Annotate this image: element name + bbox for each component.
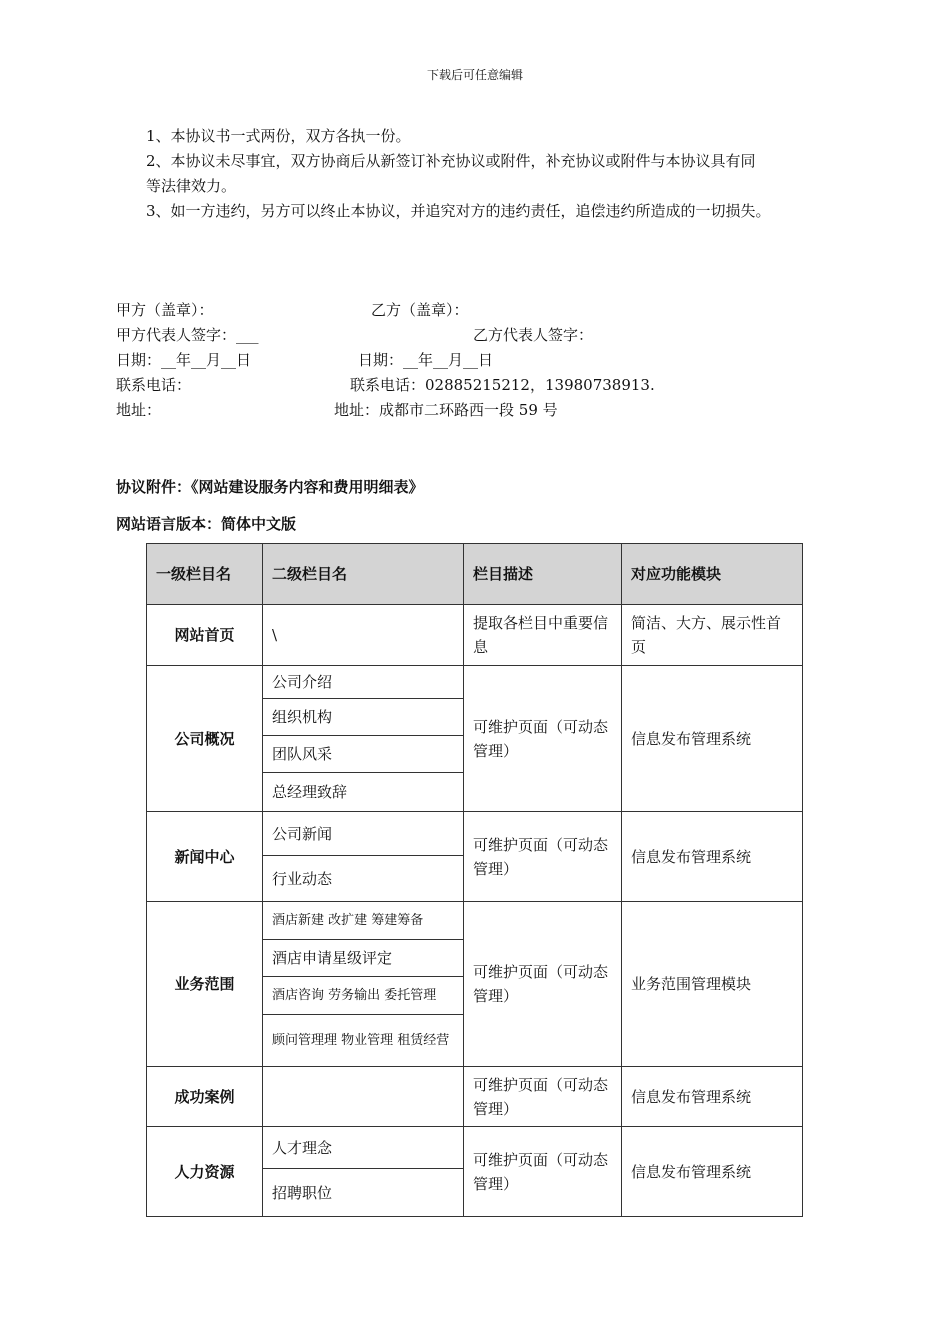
party-b-representative: 乙方代表人签字： xyxy=(473,326,594,344)
language-version: 网站语言版本：简体中文版 xyxy=(116,515,297,533)
level1-cell: 网站首页 xyxy=(147,605,263,666)
level2-cell: 公司新闻 xyxy=(263,812,464,856)
header-description: 栏目描述 xyxy=(464,544,622,605)
clause-1: 1、本协议书一式两份，双方各执一份。 xyxy=(146,127,411,145)
level1-cell: 人力资源 xyxy=(147,1127,263,1217)
module-cell: 简洁、大方、展示性首页 xyxy=(622,605,803,666)
party-a-date: 日期：__年__月__日 xyxy=(116,351,252,369)
party-a-seal: 甲方（盖章）： xyxy=(116,301,214,319)
level1-cell: 成功案例 xyxy=(147,1067,263,1127)
level2-cell: 公司介绍 xyxy=(263,666,464,699)
level1-cell: 业务范围 xyxy=(147,902,263,1067)
level2-cell xyxy=(263,1067,464,1127)
level2-cell: 招聘职位 xyxy=(263,1169,464,1217)
level2-cell: 酒店新建 改扩建 筹建筹备 xyxy=(263,902,464,940)
party-a-phone: 联系电话： xyxy=(116,376,192,394)
level2-cell: 顾问管理理 物业管理 租赁经营 xyxy=(263,1015,464,1067)
header-module: 对应功能模块 xyxy=(622,544,803,605)
module-cell: 信息发布管理系统 xyxy=(622,1067,803,1127)
table-row xyxy=(147,812,803,856)
party-b-address: 地址：成都市二环路西一段 59 号 xyxy=(334,401,558,419)
level1-cell: 公司概况 xyxy=(147,666,263,812)
party-a-address: 地址： xyxy=(116,401,162,419)
level2-cell: 酒店咨询 劳务输出 委托管理 xyxy=(263,977,464,1015)
party-a-representative: 甲方代表人签字：___ xyxy=(116,326,259,344)
clause-3: 3、如一方违约，另方可以终止本协议，并追究对方的违约责任，追偿违约所造成的一切损失。 xyxy=(146,202,771,220)
table-row xyxy=(147,1067,803,1127)
attachment-title: 协议附件：《网站建设服务内容和费用明细表》 xyxy=(116,478,424,496)
level1-cell: 新闻中心 xyxy=(147,812,263,902)
level2-cell: 人才理念 xyxy=(263,1127,464,1169)
description-cell: 可维护页面（可动态管理） xyxy=(464,666,622,812)
level2-cell: 组织机构 xyxy=(263,699,464,736)
service-detail-table xyxy=(146,543,803,1217)
clause-2: 2、本协议未尽事宜，双方协商后从新签订补充协议或附件，补充协议或附件与本协议具有同 xyxy=(146,152,756,170)
party-b-date: 日期：__年__月__日 xyxy=(358,351,494,369)
level2-cell: 总经理致辞 xyxy=(263,773,464,812)
party-b-phone: 联系电话：02885215212，13980738913. xyxy=(350,376,655,394)
level2-cell: \ xyxy=(263,605,464,666)
level2-cell: 行业动态 xyxy=(263,856,464,902)
table-row xyxy=(147,605,803,666)
module-cell: 信息发布管理系统 xyxy=(622,812,803,902)
table-header-row xyxy=(147,544,803,605)
level2-cell: 团队风采 xyxy=(263,736,464,773)
description-cell: 提取各栏目中重要信息 xyxy=(464,605,622,666)
description-cell: 可维护页面（可动态管理） xyxy=(464,1067,622,1127)
module-cell: 业务范围管理模块 xyxy=(622,902,803,1067)
table-row xyxy=(147,902,803,940)
header-level2: 二级栏目名 xyxy=(263,544,464,605)
clause-2-continued: 等法律效力。 xyxy=(146,177,237,195)
table-row xyxy=(147,1127,803,1169)
party-b-seal: 乙方（盖章）： xyxy=(371,301,469,319)
module-cell: 信息发布管理系统 xyxy=(622,666,803,812)
table-row xyxy=(147,666,803,699)
description-cell: 可维护页面（可动态管理） xyxy=(464,1127,622,1217)
header-level1: 一级栏目名 xyxy=(147,544,263,605)
module-cell: 信息发布管理系统 xyxy=(622,1127,803,1217)
page-header-note: 下载后可任意编辑 xyxy=(426,68,523,82)
level2-cell: 酒店申请星级评定 xyxy=(263,940,464,977)
description-cell: 可维护页面（可动态管理） xyxy=(464,902,622,1067)
description-cell: 可维护页面（可动态管理） xyxy=(464,812,622,902)
